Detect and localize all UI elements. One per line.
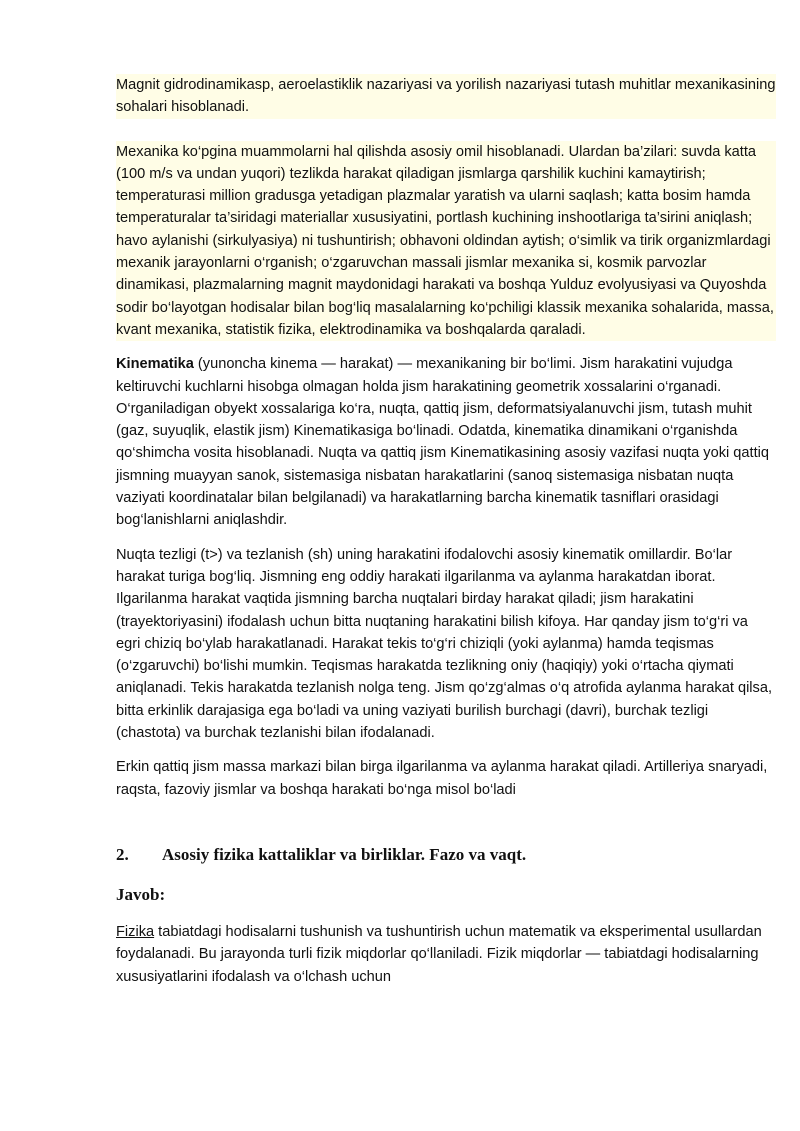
answer-label: Javob: (116, 884, 166, 904)
paragraph-physics (116, 921, 776, 988)
kinematics-text: (yunoncha kinema — harakat) — mexanikaning bir bo‘limi. Jism harakatini vujudga keltiruvchi kuchlarni hisobga olmagan holda jism harakatining geometrik xossalarini o‘rganadi. O‘rganiladigan obyekt xossalariga ko‘ra, nuqta, qattiq jism, deformatsiyalanuvchi jism, tutash muhit (gaz, suyuqlik, elastik jism) Kinematikasiga bo‘linadi. Odatda, kinematika dinamikani o‘rganishda qo‘shimcha vosita hisoblanadi. Nuqta va qattiq jism Kinematikasining asosiy vazifasi nuqta yoki qattiq jismning muayyan sanok, sistemasiga nisbatan harakatlarini (sanoq sistemasiga nisbatan nuqta vaziyati koordinatalar bilan belgilanadi) va harakatlarning barcha kinematik tasniflari orasidagi bog‘lanishlarni aniqlashdir. (116, 356, 770, 529)
section-heading (116, 843, 776, 867)
document-page (116, 74, 776, 988)
paragraph-velocity: Nuqta tezligi (t>) va tezlanish (sh) uning harakatini ifodalovchi asosiy kinematik omillardir. Bo‘lar harakat turiga bog‘liq. Jismning eng oddiy harakati ilgarilanma va aylanma harakatdan iborat. Ilgarilanma harakat vaqtida jismning barcha nuqtalari birday harakat qiladi; jism harakatini (trayektoriyasini) ifodalash uchun bitta nuqtaning harakatini bilish kifoya. Har qanday jism to‘g‘ri va egri chiziq bo‘ylab harakatlanadi. Harakat tekis to‘g‘ri chiziqli (yoki aylanma) hamda teqismas (o‘zgaruvchi) bo‘lishi mumkin. Teqismas harakatda tezlikning oniy (haqiqiy) yoki o‘rtacha qiymati aniqlanadi. Tekis harakatda tezlanish nolga teng. Jism qo‘zg‘almas o‘q atrofida aylanma harakat qilsa, bitta erkinlik darajasiga ega bo‘ladi va uning vaziyati burilish burchagi (davri), burchak tezligi (chastota) va burchak tezlanishi bilan ifodalanadi. (116, 546, 773, 742)
fizika-link[interactable]: Fizika (116, 923, 155, 940)
paragraph-kinematics (116, 353, 776, 531)
paragraph-mechanics-problems: Mexanika ko‘pgina muammolarni hal qilishda asosiy omil hisoblanadi. Ulardan ba’zilari: suvda katta (100 m/s va undan yuqori) tezlikda harakat qiladigan jismlarga qarshilik kuchini kamaytirish; temperaturasi million gradusga yetadigan plazmalar yaratish va ularni saqlash; katta bosim hamda temperaturalar ta’siridagi materiallar xususiyatini, portlash kuchining inshootlariga ta’sirini aniqlash; havo aylanishi (sirkulyasiya) ni tushuntirish; obhavoni oldindan aytish; o‘simlik va tirik organizmlardagi mexanik jarayonlarni o‘rganish; o‘zgaruvchan massali jismlar mexanika si, kosmik parvozlar dinamikasi, plazmalarning magnit maydonidagi harakati va boshqa Yulduz evolyusiyasi va Quyoshda sodir bo‘layotgan hodisalar bilan bog‘liq masalalarning ko‘pchiligi klassik mexanika sohalarida, massa, kvant mexanika, statistik fizika, elektrodinamika va boshqalarda qaraladi. (116, 141, 776, 342)
section-number: 2. (116, 844, 129, 864)
physics-text: tabiatdagi hodisalarni tushunish va tushuntirish uchun matematik va eksperimental usullardan foydalanadi. Bu jarayonda turli fizik miqdorlar qo‘llaniladi. Fizik miqdorlar — tabiatdagi hodisalarning xususiyatlarini ifodalash va o‘lchash uchun (116, 923, 762, 985)
section-title: Asosiy fizika kattaliklar va birliklar. Fazo va vaqt. (162, 844, 527, 864)
paragraph-mhd: Magnit gidrodinamikasp, aeroelastiklik nazariyasi va yorilish nazariyasi tutash muhitlar mexanikasining sohalari hisoblanadi. (116, 74, 776, 119)
paragraph-free-body: Erkin qattiq jism massa markazi bilan birga ilgarilanma va aylanma harakat qiladi. Artilleriya snaryadi, raqsta, fazoviy jismlar va boshqa harakati bo‘nga misol bo‘ladi (116, 759, 768, 798)
kinematics-term: Kinematika (116, 356, 194, 373)
